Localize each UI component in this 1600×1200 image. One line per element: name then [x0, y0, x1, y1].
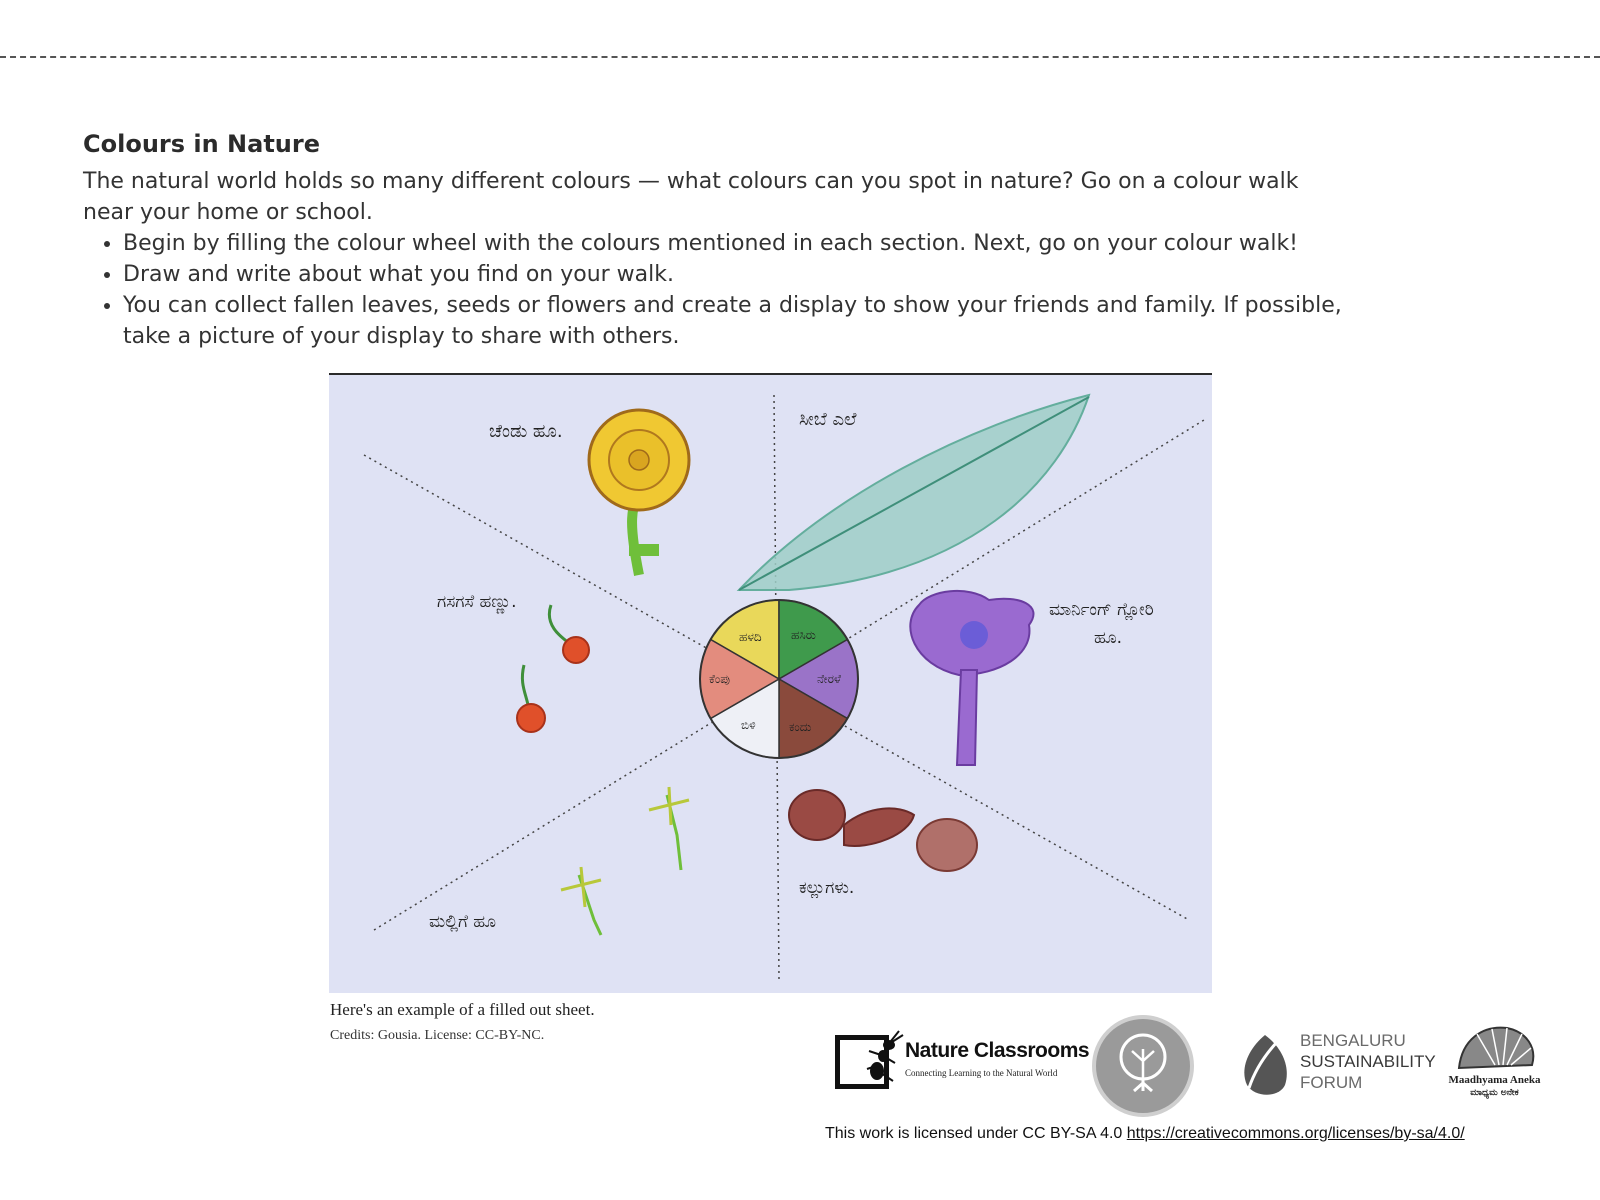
license-link[interactable]: https://creativecommons.org/licenses/by-sa/4.0/ [1126, 1125, 1465, 1142]
wheel-label-red: ಕೆಂಪು [709, 672, 730, 686]
license-notice [825, 1125, 1465, 1143]
example-sheet-photo [329, 373, 1212, 993]
example-sheet-drawing [329, 375, 1212, 993]
photo-credits: Credits: Gousia. License: CC-BY-NC. [330, 1028, 545, 1043]
instruction-item: • Draw and write about what you find on your walk. [123, 259, 1343, 290]
leaf-label: ಸೀಬೆ ಎಲೆ [799, 409, 857, 430]
stones-label: ಕಲ್ಲುಗಳು. [799, 878, 855, 898]
nature-classrooms-logo [835, 1035, 1090, 1095]
partner-logos [830, 1010, 1550, 1120]
colour-wheel [700, 600, 858, 758]
wheel-label-brown: ಕಂದು [789, 720, 812, 734]
wheel-label-green: ಹಸಿರು [791, 628, 816, 642]
license-text: This work is licensed under CC BY-SA 4.0 [825, 1125, 1127, 1142]
nature-classrooms-name: Nature Classrooms [905, 1039, 1090, 1062]
morning-glory-label-2: ಹೂ. [1094, 628, 1123, 648]
instruction-item: • Begin by filling the colour wheel with the colours mentioned in each section. Next, go on your colour walk! [123, 228, 1343, 259]
bengaluru-sustainability-forum-logo [1235, 1030, 1435, 1100]
cut-line [0, 56, 1600, 58]
section-intro: The natural world holds so many different colours — what colours can you spot in nature? Go on a colour walk near your home or school. [83, 169, 1299, 225]
section-title: Colours in Nature [83, 130, 320, 158]
bsf-name: BENGALURU SUSTAINABILITY FORUM [1300, 1031, 1436, 1092]
morning-glory-label-1: ಮಾರ್ನಿಂಗ್ ಗ್ಲೋರಿ [1049, 600, 1154, 620]
tomato-label: ಗಸಗಸೆ ಹಣ್ಣು. [437, 592, 517, 612]
maadhyama-aneka-name: Maadhyama Aneka [1448, 1074, 1541, 1086]
instruction-item: • You can collect fallen leaves, seeds or flowers and create a display to show your friends and family. If possible, take a picture of your display to share with others. [123, 290, 1343, 352]
tree-learning-centre-logo [1092, 1015, 1194, 1117]
maadhyama-aneka-kannada-name: ಮಾಧ್ಯಮ ಅನೇಕ [1470, 1088, 1519, 1098]
wheel-label-yellow: ಹಳದಿ [739, 630, 762, 644]
wheel-label-white: ಬಿಳಿ [741, 718, 756, 732]
shell-icon [1447, 1020, 1542, 1075]
photo-caption: Here's an example of a filled out sheet. [330, 1000, 595, 1019]
jasmine-label: ಮಲ್ಲಿಗೆ ಹೂ [429, 912, 496, 932]
leaf-drop-icon [1235, 1030, 1295, 1100]
maadhyama-aneka-logo [1447, 1020, 1542, 1115]
tree-icon [1096, 1019, 1190, 1113]
nature-classrooms-tagline: Connecting Learning to the Natural World [905, 1068, 1058, 1078]
instruction-list [83, 228, 1343, 352]
wheel-label-purple: ನೇರಳೆ [817, 672, 841, 686]
activity-section [83, 128, 1343, 352]
marigold-label: ಚೆಂಡು ಹೂ. [489, 421, 563, 442]
